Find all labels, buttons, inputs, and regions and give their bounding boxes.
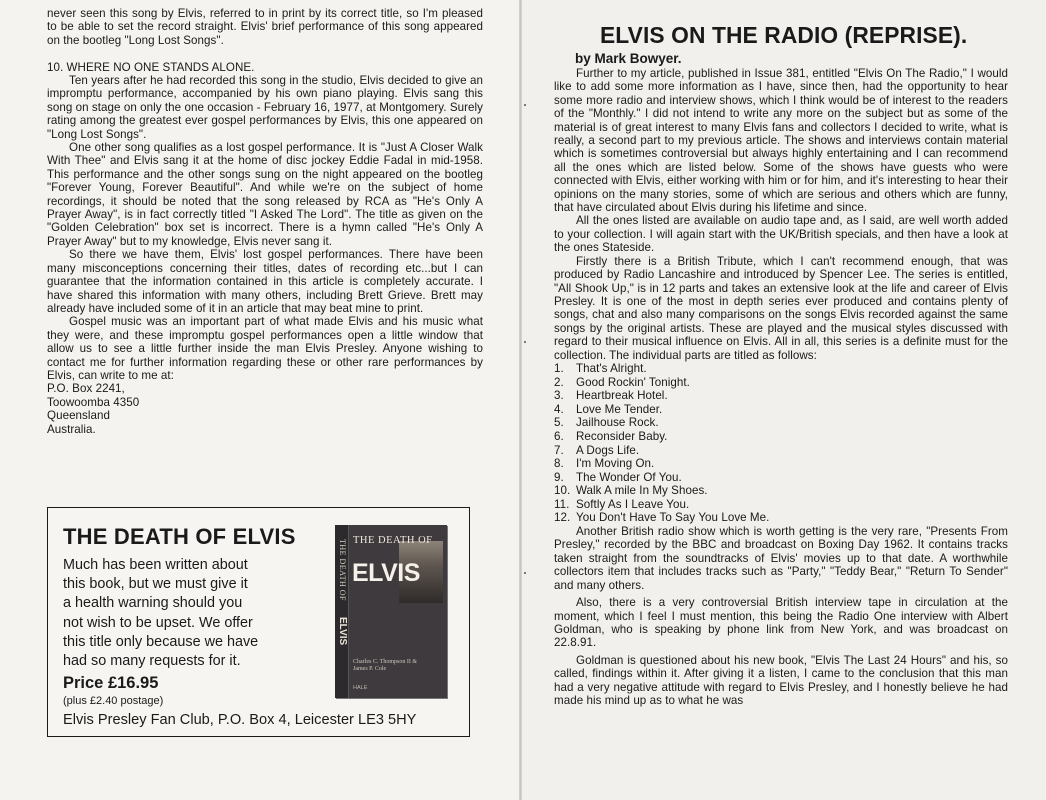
body-paragraph: Firstly there is a British Tribute, which I can't recommend enough, that was produced by Radio Lancashire and introduced by Spencer Lee. The series is entitled, "All Shook Up," is in 12 parts and takes an extensive look at the life and career of Elvis Presley. It is one of the most in depth series ever produced and contains plenty of songs, chat and also many comparisons on the songs Elvis recorded against the same songs by the original artists. These are played and the musical styles discussed with regard to their musical influence on Elvis. All in all, this series is a definite must for the collection. The individual parts are titled as follows: <box>554 254 1008 362</box>
spine-title: THE DEATH OF <box>338 539 347 601</box>
book-spine <box>335 525 349 698</box>
margin-mark <box>524 104 526 106</box>
advert-line: a health warning should you <box>63 595 243 612</box>
body-paragraph: All the ones listed are available on audio tape and, as I said, are well worth added to your collection. I will again start with the UK/British specials, and then have a look at the ones Stateside. <box>554 214 1008 255</box>
address-line: Australia. <box>47 422 96 436</box>
book-advert <box>47 507 470 737</box>
cover-title-elvis: ELVIS <box>352 559 420 587</box>
article-title: ELVIS ON THE RADIO (REPRISE). <box>600 22 968 48</box>
advert-line: this book, but we must give it <box>63 576 248 593</box>
list-item: 6. Reconsider Baby. <box>554 429 668 443</box>
body-paragraph: So there we have them, Elvis' lost gospel performances. There have been many misconceptions concerning their titles, dates of recording etc...but I can guarantee that the information contained in this article is completely accurate. I have shared this information with many others, including Brett Grieve. Brett may already have included some of it in an article that may beat mine to print. <box>47 248 483 315</box>
cover-publisher: HALE <box>353 685 368 691</box>
list-item: 3. Heartbreak Hotel. <box>554 389 668 403</box>
list-item: 7. A Dogs Life. <box>554 443 640 457</box>
body-paragraph: Further to my article, published in Issue 381, entitled "Elvis On The Radio," I would like to add some more information as I have, since then, had the opportunity to hear some more radio and interview shows, which I think would be of interest to the readers of the "Monthly." I did not intend to write any more on the subject but as some of the material is of great interest to many Elvis fans and collectors I decided to write, what is really, a second part to my previous article. The shows and interviews contain material which is sometimes controversial but always highly entertaining and I can recommend all the ones which are listed below. Some of the shows have guests who were connected with Elvis, either working with him or for him, and it's interesting to hear their opinions on the many stories, some of which are serious and others which are funny, that have circulated about Elvis during his lifetime and since. <box>554 67 1008 215</box>
advert-title: THE DEATH OF ELVIS <box>63 524 296 549</box>
margin-mark <box>524 572 526 574</box>
list-item: 4. Love Me Tender. <box>554 402 663 416</box>
list-item: 9. The Wonder Of You. <box>554 470 682 484</box>
list-item: 2. Good Rockin' Tonight. <box>554 375 690 389</box>
list-item: 11. Softly As I Leave You. <box>554 497 690 511</box>
advert-contact: Elvis Presley Fan Club, P.O. Box 4, Leicester LE3 5HY <box>63 712 417 728</box>
cover-authors: Charles C. Thompson II & James P. Cole <box>353 659 418 672</box>
series-parts-list <box>554 362 1008 525</box>
list-item: 8. I'm Moving On. <box>554 457 655 471</box>
page-gutter <box>519 0 522 800</box>
margin-mark <box>524 341 526 343</box>
intro-paragraph: never seen this song by Elvis, referred to in print by its correct title, so I'm pleased to be able to set the record straight. Elvis' brief performance of this song appeared on the bootleg "Long Lost Songs". <box>47 7 483 47</box>
spine-elvis: ELVIS <box>337 617 348 646</box>
advert-line: had so many requests for it. <box>63 653 241 670</box>
right-column <box>554 67 1008 707</box>
advert-line: not wish to be upset. We offer <box>63 614 253 631</box>
body-paragraph: Also, there is a very controversial British interview tape in circulation at the moment, which I feel I must mention, this being the Radio One interview with Albert Goldman, who is speaking by phone link from New York, and was broadcast on 22.8.91. <box>554 596 1008 650</box>
cover-title-top: THE DEATH OF <box>353 535 433 546</box>
advert-line: Much has been written about <box>63 557 248 573</box>
advert-text <box>63 556 318 671</box>
body-paragraph: One other song qualifies as a lost gospel performance. It is "Just A Closer Walk With Thee" and Elvis sang it at the home of disc jockey Eddie Fadal in mid-1958. This performance and the other songs sung on the night appeared on the bootleg "Forever Young, Forever Beautiful". And while we're on the subject of home recordings, it should be noted that the song released by RCA as "He's Only A Prayer Away", is in fact correctly titled "I Asked The Lord". The title as given on the "Golden Celebration" box set is incorrect. There is a hymn called "He's Only A Prayer Away" but to my knowledge, Elvis never sang it. <box>47 141 483 248</box>
left-column <box>47 7 483 436</box>
address-line: P.O. Box 2241, <box>47 382 125 396</box>
list-item: 1. That's Alright. <box>554 361 647 375</box>
address-line: Queensland <box>47 409 111 423</box>
contact-address <box>47 382 483 436</box>
body-paragraph: Another British radio show which is worth getting is the very rare, "Presents From Presley," recorded by the BBC and broadcast on Boxing Day 1962. It contains tracks taken straight from the soundtracks of Elvis' movies up to that date. A worthwhile collectors item that includes tracks such as "Party," "Teddy Bear," "Return To Sender" and many others. <box>554 525 1008 592</box>
section-heading: 10. WHERE NO ONE STANDS ALONE. <box>47 60 255 74</box>
body-paragraph: Ten years after he had recorded this song in the studio, Elvis decided to give an impromptu performance, accompanied by his own piano playing. Elvis sang this song on stage on only the one occasion - February 16, 1977, at Montgomery. Surely rating among the greatest ever gospel performances by Elvis, this one appeared on "Long Lost Songs". <box>47 74 483 141</box>
list-item: 12. You Don't Have To Say You Love Me. <box>554 511 770 525</box>
advert-postage: (plus £2.40 postage) <box>63 695 164 707</box>
address-line: Toowoomba 4350 <box>47 395 140 409</box>
advert-line: this title only because we have <box>63 633 259 650</box>
body-paragraph: Gospel music was an important part of what made Elvis and his music what they were, and these impromptu gospel performances open a little window that allow us to see a little further inside the man Elvis Presley. Anyone wishing to contact me for further information regarding these or other rare performances by Elvis, can write to me at: <box>47 315 483 382</box>
book-cover-image <box>335 525 447 698</box>
list-item: 5. Jailhouse Rock. <box>554 416 659 430</box>
list-item: 10. Walk A mile In My Shoes. <box>554 484 708 498</box>
advert-price: Price £16.95 <box>63 674 159 692</box>
body-paragraph: Goldman is questioned about his new book, "Elvis The Last 24 Hours" and his, so called, findings within it. After giving it a listen, I came to the conclusion that this man had a very negative attitude with regard to Elvis Presley, and I honestly believe he had made his mind up as to what he was <box>554 653 1008 707</box>
article-byline: by Mark Bowyer. <box>575 51 682 66</box>
